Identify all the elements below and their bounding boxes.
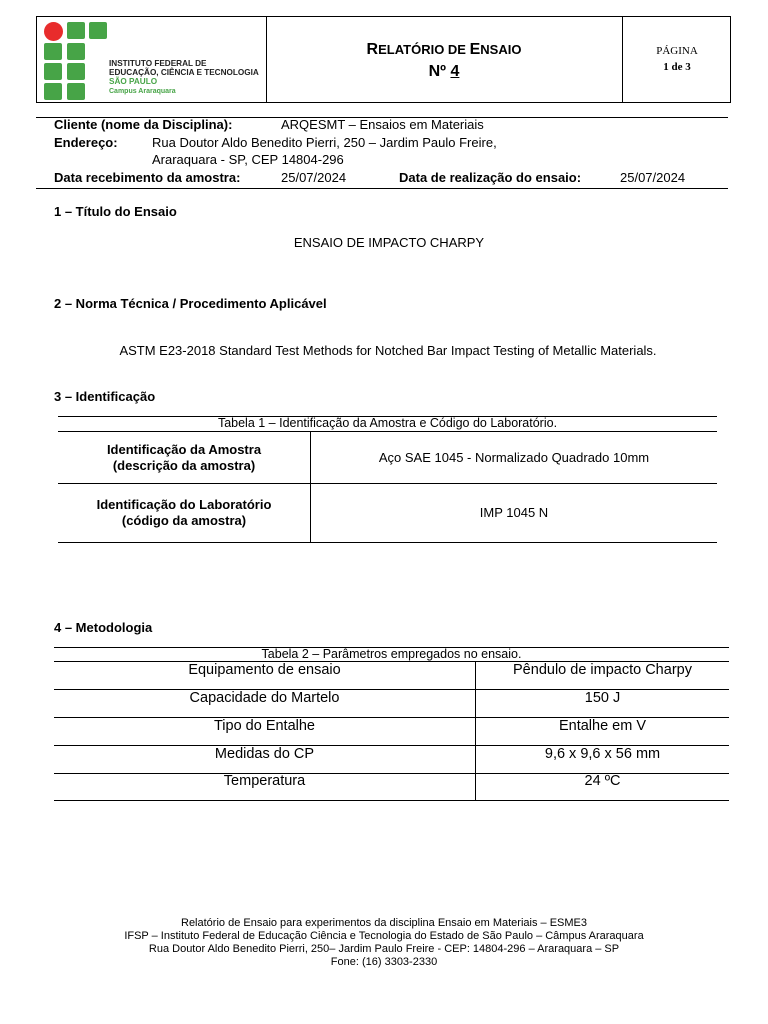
address-label: Endereço: bbox=[54, 135, 118, 150]
logo-cell bbox=[37, 17, 267, 102]
report-header bbox=[36, 16, 731, 103]
institution-state: SÃO PAULO bbox=[109, 77, 158, 87]
param-label: Temperatura bbox=[223, 773, 306, 789]
footer-phone: Fone: (16) 3303-2330 bbox=[330, 956, 438, 968]
param-value: Entalhe em V bbox=[558, 718, 647, 734]
logo-square bbox=[44, 63, 62, 80]
test-title: ENSAIO DE IMPACTO CHARPY bbox=[293, 235, 485, 250]
footer-line: Relatório de Ensaio para experimentos da disciplina Ensaio em Materiais – ESME3 bbox=[181, 917, 587, 929]
title-part: ELATÓRIO DE bbox=[378, 42, 470, 57]
client-value: ARQESMT – Ensaios em Materiais bbox=[281, 117, 484, 132]
table-border bbox=[54, 800, 729, 801]
sample-description: Aço SAE 1045 - Normalizado Quadrado 10mm bbox=[378, 449, 650, 465]
test-date-label: Data de realização do ensaio: bbox=[399, 170, 582, 185]
logo-square bbox=[67, 43, 85, 60]
page-label: PÁGINA bbox=[656, 45, 698, 57]
logo-square bbox=[67, 22, 85, 39]
lab-code: IMP 1045 N bbox=[479, 505, 549, 520]
table-row-label bbox=[58, 432, 310, 483]
logo-square bbox=[44, 43, 62, 60]
table-row-label bbox=[58, 484, 310, 542]
report-number: 4 bbox=[450, 63, 460, 80]
table-caption: Tabela 2 – Parâmetros empregados no ensaio. bbox=[261, 647, 522, 661]
footer-line: IFSP – Instituto Federal de Educação Ciência e Tecnologia do Estado de São Paulo – Câmpus Araraquara bbox=[124, 930, 644, 942]
institution-line: EDUCAÇÃO, CIÊNCIA E TECNOLOGIA bbox=[109, 68, 259, 78]
logo-square bbox=[67, 63, 85, 80]
param-value: 24 ºC bbox=[584, 773, 621, 789]
address-line: Rua Doutor Aldo Benedito Pierri, 250 – Jardim Paulo Freire, bbox=[152, 135, 497, 150]
footer-line: Rua Doutor Aldo Benedito Pierri, 250– Jardim Paulo Freire - CEP: 14804-296 – Araraquara – SP bbox=[148, 943, 620, 955]
label-line: Identificação do Laboratório bbox=[96, 497, 272, 512]
test-date: 25/07/2024 bbox=[620, 170, 686, 185]
section-heading: 1 – Título do Ensaio bbox=[54, 204, 177, 219]
institution-line: INSTITUTO FEDERAL DE bbox=[109, 59, 207, 68]
page-number: 1 de 3 bbox=[663, 61, 691, 73]
label-line: (descrição da amostra) bbox=[112, 457, 256, 473]
address-line: Araraquara - SP, CEP 14804-296 bbox=[152, 152, 344, 167]
report-title bbox=[266, 39, 622, 83]
param-label: Tipo do Entalhe bbox=[213, 718, 316, 734]
section-heading: 4 – Metodologia bbox=[54, 620, 153, 635]
standard-text: ASTM E23-2018 Standard Test Methods for Notched Bar Impact Testing of Metallic Materials. bbox=[119, 343, 657, 358]
title-initial: R bbox=[366, 41, 379, 58]
title-part: NSAIO bbox=[480, 42, 522, 57]
label-line: Identificação da Amostra bbox=[106, 441, 262, 457]
received-date-label: Data recebimento da amostra: bbox=[54, 170, 241, 185]
divider bbox=[36, 188, 728, 189]
logo-square bbox=[67, 83, 85, 100]
param-label: Medidas do CP bbox=[214, 746, 315, 762]
param-value: 150 J bbox=[584, 690, 621, 706]
logo-square bbox=[89, 22, 107, 39]
institution-name bbox=[109, 59, 259, 96]
param-label: Capacidade do Martelo bbox=[189, 690, 340, 706]
received-date: 25/07/2024 bbox=[281, 170, 347, 185]
param-label: Equipamento de ensaio bbox=[188, 662, 341, 678]
section-heading: 2 – Norma Técnica / Procedimento Aplicável bbox=[54, 296, 327, 311]
report-number-label: Nº bbox=[428, 63, 447, 80]
logo-red-dot bbox=[44, 22, 63, 41]
title-initial: E bbox=[469, 41, 481, 58]
param-value: 9,6 x 9,6 x 56 mm bbox=[544, 746, 661, 762]
client-label: Cliente (nome da Disciplina): bbox=[54, 117, 233, 132]
logo-square bbox=[44, 83, 62, 100]
param-value: Pêndulo de impacto Charpy bbox=[513, 662, 692, 678]
label-line: (código da amostra) bbox=[121, 513, 247, 528]
section-heading: 3 – Identificação bbox=[54, 389, 156, 404]
institution-campus: Campus Araraquara bbox=[109, 87, 176, 95]
table-border bbox=[58, 542, 717, 543]
table-caption: Tabela 1 – Identificação da Amostra e Código do Laboratório. bbox=[217, 416, 558, 430]
page-cell bbox=[622, 17, 731, 102]
